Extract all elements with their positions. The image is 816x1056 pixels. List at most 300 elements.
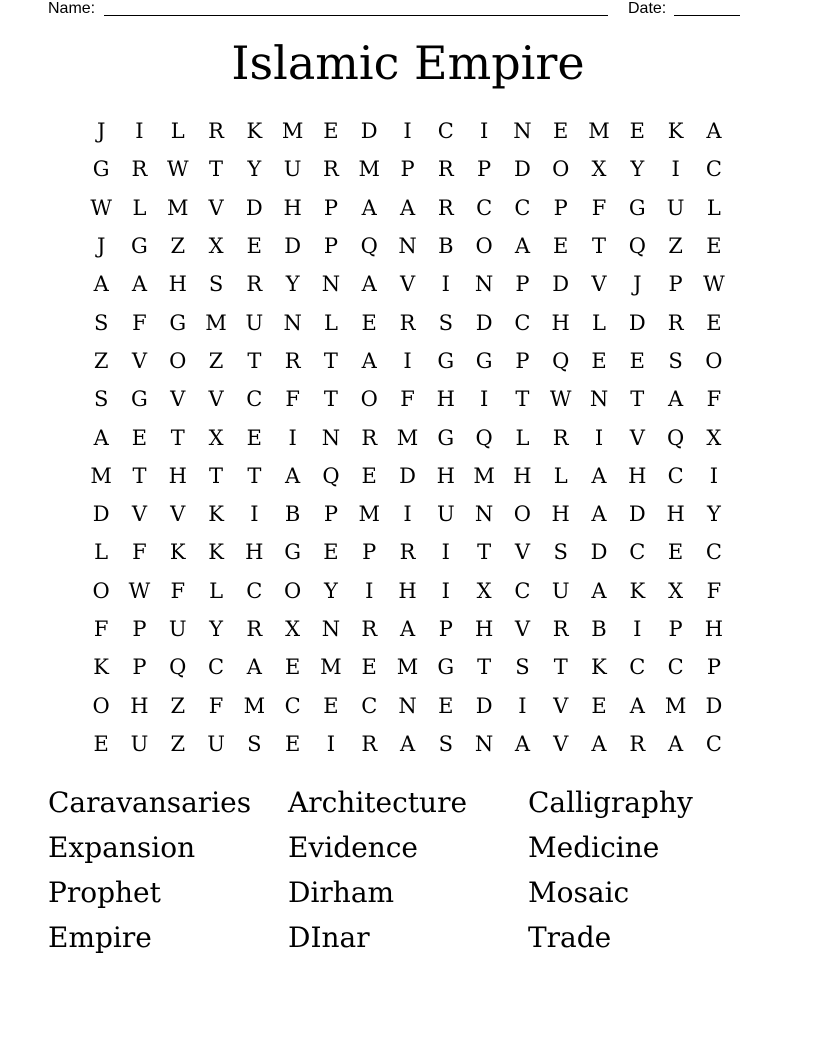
grid-letter[interactable]: A: [399, 617, 416, 641]
grid-letter[interactable]: N: [398, 234, 417, 259]
grid-letter[interactable]: C: [667, 463, 684, 488]
grid-letter[interactable]: H: [436, 463, 455, 488]
grid-letter[interactable]: J: [96, 234, 106, 259]
grid-letter[interactable]: R: [399, 310, 416, 335]
page-title: Islamic Empire: [231, 36, 585, 90]
grid-letter[interactable]: Y: [209, 617, 223, 641]
grid-letter[interactable]: M: [358, 502, 380, 527]
letter-grid: [82, 112, 734, 763]
grid-letter[interactable]: P: [132, 617, 147, 641]
grid-letter[interactable]: T: [323, 348, 338, 373]
grid-letter[interactable]: P: [515, 348, 530, 373]
grid-letter[interactable]: A: [706, 119, 722, 144]
grid-letter[interactable]: V: [553, 693, 569, 718]
grid-letter[interactable]: I: [365, 578, 374, 603]
grid-letter[interactable]: I: [594, 425, 604, 450]
grid-letter[interactable]: U: [436, 502, 455, 527]
grid-letter[interactable]: D: [92, 502, 110, 527]
grid-letter[interactable]: G: [284, 540, 302, 565]
grid-letter[interactable]: L: [170, 119, 185, 144]
grid-letter[interactable]: M: [320, 655, 342, 680]
grid-letter[interactable]: V: [629, 425, 645, 450]
grid-letter[interactable]: F: [170, 578, 186, 603]
grid-letter[interactable]: G: [437, 655, 455, 680]
grid-letter[interactable]: U: [245, 310, 264, 335]
grid-letter[interactable]: K: [208, 540, 224, 565]
grid-letter[interactable]: D: [552, 272, 570, 297]
grid-letter[interactable]: K: [629, 578, 646, 603]
grid-letter[interactable]: E: [93, 731, 109, 756]
grid-letter[interactable]: D: [399, 463, 416, 488]
grid-letter[interactable]: K: [591, 655, 607, 680]
grid-letter[interactable]: E: [323, 119, 339, 144]
grid-letter[interactable]: D: [628, 310, 646, 335]
grid-letter[interactable]: G: [131, 387, 148, 412]
grid-letter[interactable]: S: [553, 540, 568, 565]
grid-letter[interactable]: K: [667, 119, 684, 144]
grid-letter[interactable]: U: [283, 157, 302, 182]
grid-letter[interactable]: I: [441, 272, 450, 297]
grid-letter[interactable]: A: [93, 425, 109, 450]
grid-letter[interactable]: I: [326, 731, 336, 756]
grid-letter[interactable]: T: [209, 157, 224, 182]
grid-letter[interactable]: P: [668, 272, 683, 297]
grid-letter[interactable]: A: [361, 348, 377, 373]
grid-letter[interactable]: W: [166, 157, 189, 182]
grid-letter[interactable]: I: [479, 119, 489, 144]
grid-letter[interactable]: N: [474, 502, 494, 527]
grid-letter[interactable]: T: [132, 463, 147, 488]
grid-letter[interactable]: L: [323, 310, 338, 335]
grid-letter[interactable]: A: [514, 234, 530, 259]
grid-letter[interactable]: V: [208, 387, 224, 412]
grid-letter[interactable]: S: [247, 731, 262, 756]
grid-letter[interactable]: T: [323, 387, 338, 412]
grid-letter[interactable]: E: [553, 119, 569, 144]
grid-letter[interactable]: M: [281, 119, 304, 144]
grid-letter[interactable]: A: [668, 387, 684, 412]
grid-letter[interactable]: G: [628, 195, 646, 220]
grid-letter[interactable]: Q: [475, 425, 493, 450]
grid-letter[interactable]: T: [247, 463, 262, 488]
date-line[interactable]: [674, 15, 740, 16]
grid-letter[interactable]: I: [250, 502, 259, 527]
grid-letter[interactable]: S: [438, 310, 454, 335]
grid-letter[interactable]: E: [706, 234, 722, 259]
grid-letter[interactable]: H: [245, 540, 264, 565]
grid-letter[interactable]: R: [629, 731, 646, 756]
word-list-item: Empire: [48, 921, 152, 954]
grid-letter[interactable]: H: [704, 617, 724, 641]
grid-letter[interactable]: C: [476, 195, 493, 220]
grid-letter[interactable]: X: [208, 425, 224, 450]
grid-letter[interactable]: R: [399, 540, 416, 565]
grid-letter[interactable]: R: [667, 310, 684, 335]
grid-letter[interactable]: F: [208, 693, 224, 718]
grid-letter[interactable]: X: [706, 425, 722, 450]
grid-letter[interactable]: D: [284, 234, 302, 259]
grid-letter[interactable]: Q: [322, 463, 340, 488]
grid-letter[interactable]: P: [706, 655, 721, 680]
grid-letter[interactable]: F: [591, 195, 607, 220]
grid-letter[interactable]: P: [323, 502, 338, 527]
grid-letter[interactable]: S: [668, 348, 683, 373]
grid-letter[interactable]: E: [629, 348, 645, 373]
grid-letter[interactable]: R: [246, 617, 263, 641]
grid-letter[interactable]: L: [132, 195, 147, 220]
grid-letter[interactable]: Q: [552, 348, 570, 373]
grid-letter[interactable]: E: [284, 655, 301, 680]
grid-letter[interactable]: H: [513, 463, 532, 488]
grid-letter[interactable]: H: [130, 693, 149, 718]
grid-letter[interactable]: A: [399, 731, 416, 756]
grid-letter[interactable]: E: [284, 731, 301, 756]
grid-letter[interactable]: Z: [668, 234, 683, 259]
grid-letter[interactable]: I: [403, 119, 412, 144]
grid-letter[interactable]: V: [170, 387, 186, 412]
grid-letter[interactable]: C: [514, 310, 531, 335]
grid-letter[interactable]: L: [553, 463, 568, 488]
grid-letter[interactable]: W: [703, 272, 725, 297]
grid-letter[interactable]: S: [438, 731, 454, 756]
grid-letter[interactable]: V: [170, 502, 186, 527]
grid-letter[interactable]: U: [130, 731, 149, 756]
grid-letter[interactable]: X: [208, 234, 224, 259]
grid-letter[interactable]: A: [361, 272, 377, 297]
grid-letter[interactable]: P: [323, 234, 338, 259]
grid-letter[interactable]: K: [246, 119, 263, 144]
grid-letter[interactable]: X: [285, 617, 301, 641]
grid-letter[interactable]: N: [321, 617, 341, 641]
grid-letter[interactable]: C: [667, 655, 684, 680]
grid-letter[interactable]: A: [399, 195, 416, 220]
grid-letter[interactable]: K: [208, 502, 224, 527]
grid-letter[interactable]: Q: [628, 234, 646, 259]
grid-letter[interactable]: R: [552, 425, 569, 450]
grid-letter[interactable]: M: [396, 425, 419, 450]
word-list-item: Expansion: [48, 831, 196, 864]
grid-letter[interactable]: Y: [323, 578, 338, 603]
grid-letter[interactable]: V: [131, 348, 148, 373]
grid-letter[interactable]: D: [475, 693, 493, 718]
grid-letter[interactable]: U: [168, 617, 187, 641]
grid-letter[interactable]: D: [360, 119, 378, 144]
grid-letter[interactable]: L: [592, 310, 606, 335]
word-list-item: Dirham: [288, 876, 395, 909]
grid-letter[interactable]: D: [590, 540, 608, 565]
grid-letter[interactable]: S: [515, 655, 530, 680]
grid-letter[interactable]: E: [591, 348, 607, 373]
grid-letter[interactable]: D: [705, 693, 723, 718]
grid-letter[interactable]: I: [403, 348, 412, 373]
grid-letter[interactable]: F: [285, 387, 300, 412]
grid-letter[interactable]: D: [245, 195, 263, 220]
grid-letter[interactable]: O: [513, 502, 532, 527]
grid-letter[interactable]: O: [92, 693, 110, 718]
grid-letter[interactable]: P: [132, 655, 147, 680]
grid-letter[interactable]: L: [209, 578, 224, 603]
grid-letter[interactable]: O: [169, 348, 187, 373]
grid-letter[interactable]: A: [361, 195, 377, 220]
grid-letter[interactable]: O: [705, 348, 723, 373]
name-label: Name:: [48, 0, 96, 17]
grid-letter[interactable]: H: [168, 463, 187, 488]
grid-letter[interactable]: M: [396, 655, 419, 680]
grid-letter[interactable]: P: [362, 540, 377, 565]
grid-letter[interactable]: A: [629, 693, 645, 718]
grid-letter[interactable]: M: [473, 463, 495, 488]
grid-letter[interactable]: R: [361, 425, 378, 450]
grid-letter[interactable]: H: [436, 387, 455, 412]
grid-letter[interactable]: F: [132, 310, 147, 335]
grid-letter[interactable]: T: [477, 540, 492, 565]
grid-letter[interactable]: T: [247, 348, 262, 373]
grid-letter[interactable]: J: [633, 272, 642, 297]
grid-letter[interactable]: E: [361, 655, 377, 680]
grid-letter[interactable]: V: [131, 502, 148, 527]
grid-letter[interactable]: D: [475, 310, 493, 335]
grid-letter[interactable]: M: [166, 195, 189, 220]
grid-letter[interactable]: I: [441, 578, 450, 603]
grid-letter[interactable]: C: [284, 693, 301, 718]
grid-letter[interactable]: C: [208, 655, 225, 680]
grid-letter[interactable]: E: [591, 693, 607, 718]
grid-letter[interactable]: U: [551, 578, 570, 603]
grid-letter[interactable]: Q: [666, 425, 685, 450]
grid-letter[interactable]: E: [629, 119, 645, 144]
grid-letter[interactable]: C: [246, 387, 263, 412]
grid-letter[interactable]: N: [321, 272, 341, 297]
grid-letter[interactable]: C: [437, 119, 454, 144]
grid-letter[interactable]: P: [323, 195, 338, 220]
grid-letter[interactable]: E: [667, 540, 684, 565]
grid-letter[interactable]: H: [628, 463, 647, 488]
grid-letter[interactable]: S: [208, 272, 224, 297]
grid-letter[interactable]: T: [515, 387, 530, 412]
grid-letter[interactable]: F: [400, 387, 415, 412]
grid-letter[interactable]: V: [591, 272, 607, 297]
grid-letter[interactable]: A: [514, 731, 530, 756]
grid-letter[interactable]: Y: [285, 272, 300, 297]
grid-letter[interactable]: B: [438, 234, 454, 259]
grid-letter[interactable]: Q: [169, 655, 187, 680]
grid-letter[interactable]: H: [551, 502, 570, 527]
grid-letter[interactable]: I: [671, 157, 680, 182]
grid-letter[interactable]: F: [132, 540, 147, 565]
grid-letter[interactable]: G: [131, 234, 148, 259]
grid-letter[interactable]: I: [633, 617, 642, 641]
grid-letter[interactable]: A: [668, 731, 684, 756]
grid-letter[interactable]: T: [592, 234, 607, 259]
grid-letter[interactable]: I: [441, 540, 450, 565]
grid-letter[interactable]: H: [168, 272, 187, 297]
grid-letter[interactable]: G: [437, 348, 455, 373]
grid-letter[interactable]: E: [438, 693, 454, 718]
grid-letter[interactable]: A: [591, 463, 607, 488]
grid-letter[interactable]: T: [553, 655, 568, 680]
grid-letter[interactable]: X: [476, 578, 492, 603]
grid-letter[interactable]: Y: [630, 157, 645, 182]
grid-letter[interactable]: E: [361, 310, 377, 335]
grid-letter[interactable]: R: [361, 731, 378, 756]
grid-letter[interactable]: F: [706, 387, 722, 412]
grid-letter[interactable]: W: [549, 387, 572, 412]
grid-letter[interactable]: A: [591, 578, 607, 603]
grid-letter[interactable]: E: [706, 310, 722, 335]
grid-letter[interactable]: Z: [170, 693, 186, 718]
grid-letter[interactable]: C: [705, 540, 722, 565]
grid-letter[interactable]: H: [666, 502, 685, 527]
grid-letter[interactable]: R: [323, 157, 339, 182]
grid-letter[interactable]: R: [437, 157, 454, 182]
grid-letter[interactable]: U: [666, 195, 685, 220]
grid-letter[interactable]: P: [515, 272, 530, 297]
grid-letter[interactable]: S: [93, 387, 109, 412]
grid-letter[interactable]: E: [246, 234, 262, 259]
grid-letter[interactable]: I: [709, 463, 719, 488]
grid-letter[interactable]: E: [361, 463, 377, 488]
grid-letter[interactable]: T: [477, 655, 492, 680]
grid-letter[interactable]: R: [246, 272, 263, 297]
grid-letter[interactable]: R: [284, 348, 301, 373]
grid-letter[interactable]: I: [288, 425, 297, 450]
grid-letter[interactable]: V: [399, 272, 416, 297]
grid-letter[interactable]: P: [553, 195, 568, 220]
grid-letter[interactable]: P: [668, 617, 683, 641]
grid-letter[interactable]: F: [93, 617, 109, 641]
grid-letter[interactable]: E: [553, 234, 569, 259]
grid-letter[interactable]: J: [96, 119, 106, 144]
grid-letter[interactable]: C: [361, 693, 378, 718]
grid-letter[interactable]: O: [475, 234, 493, 259]
grid-letter[interactable]: G: [475, 348, 493, 373]
grid-letter[interactable]: A: [246, 655, 262, 680]
grid-letter[interactable]: W: [128, 578, 151, 603]
grid-letter[interactable]: R: [208, 119, 224, 144]
grid-letter[interactable]: A: [591, 731, 607, 756]
grid-letter[interactable]: G: [437, 425, 455, 450]
grid-letter[interactable]: U: [207, 731, 225, 756]
grid-letter[interactable]: M: [588, 119, 610, 144]
grid-letter[interactable]: H: [398, 578, 417, 603]
grid-letter[interactable]: A: [131, 272, 148, 297]
grid-letter[interactable]: C: [705, 731, 722, 756]
grid-letter[interactable]: N: [513, 119, 532, 144]
grid-letter[interactable]: O: [360, 387, 378, 412]
grid-letter[interactable]: L: [515, 425, 530, 450]
grid-letter[interactable]: C: [705, 157, 722, 182]
grid-letter[interactable]: N: [321, 425, 341, 450]
word-list-item: Caravansaries: [48, 786, 252, 819]
grid-letter[interactable]: C: [514, 195, 531, 220]
grid-letter[interactable]: H: [474, 617, 494, 641]
grid-letter[interactable]: M: [243, 693, 266, 718]
grid-letter[interactable]: X: [668, 578, 684, 603]
grid-letter[interactable]: G: [169, 310, 187, 335]
grid-letter[interactable]: Q: [360, 234, 378, 259]
grid-letter[interactable]: T: [209, 463, 224, 488]
grid-letter[interactable]: A: [591, 502, 607, 527]
grid-letter[interactable]: N: [283, 310, 302, 335]
grid-letter[interactable]: E: [323, 693, 339, 718]
grid-letter[interactable]: K: [93, 655, 109, 680]
grid-letter[interactable]: I: [403, 502, 412, 527]
grid-letter[interactable]: I: [518, 693, 527, 718]
grid-letter[interactable]: V: [208, 195, 224, 220]
grid-letter[interactable]: O: [92, 578, 110, 603]
grid-letter[interactable]: M: [358, 157, 380, 182]
grid-letter[interactable]: E: [323, 540, 339, 565]
grid-letter[interactable]: R: [437, 195, 454, 220]
grid-letter[interactable]: L: [706, 195, 721, 220]
grid-letter[interactable]: V: [514, 540, 530, 565]
grid-letter[interactable]: B: [591, 617, 607, 641]
grid-letter[interactable]: R: [131, 157, 148, 182]
grid-letter[interactable]: Z: [170, 731, 186, 756]
grid-letter[interactable]: A: [93, 272, 109, 297]
grid-letter[interactable]: P: [477, 157, 492, 182]
grid-letter[interactable]: G: [92, 157, 110, 182]
grid-letter[interactable]: R: [361, 617, 378, 641]
grid-letter[interactable]: T: [630, 387, 645, 412]
grid-letter[interactable]: Z: [170, 234, 186, 259]
date-label: Date:: [628, 0, 667, 17]
grid-letter[interactable]: F: [706, 578, 722, 603]
grid-letter[interactable]: H: [283, 195, 302, 220]
grid-letter[interactable]: R: [552, 617, 569, 641]
grid-letter[interactable]: N: [474, 272, 494, 297]
grid-letter[interactable]: I: [479, 387, 489, 412]
grid-letter[interactable]: B: [284, 502, 301, 527]
grid-letter[interactable]: S: [93, 310, 109, 335]
grid-letter[interactable]: T: [170, 425, 185, 450]
grid-letter[interactable]: V: [514, 617, 530, 641]
grid-letter[interactable]: V: [553, 731, 569, 756]
grid-letter[interactable]: X: [591, 157, 607, 182]
grid-letter[interactable]: Y: [706, 502, 721, 527]
grid-letter[interactable]: P: [438, 617, 453, 641]
grid-letter[interactable]: I: [135, 119, 144, 144]
name-line[interactable]: [104, 15, 608, 16]
grid-letter[interactable]: Z: [93, 348, 109, 373]
grid-letter[interactable]: M: [205, 310, 227, 335]
grid-letter[interactable]: P: [400, 157, 415, 182]
word-list-item: DInar: [288, 921, 370, 954]
grid-letter[interactable]: M: [664, 693, 687, 718]
grid-letter[interactable]: C: [629, 655, 646, 680]
grid-letter[interactable]: N: [589, 387, 609, 412]
grid-letter[interactable]: N: [474, 731, 494, 756]
grid-letter[interactable]: D: [513, 157, 531, 182]
grid-letter[interactable]: N: [398, 693, 417, 718]
grid-letter[interactable]: M: [90, 463, 112, 488]
grid-letter[interactable]: Y: [247, 157, 262, 182]
grid-letter[interactable]: E: [246, 425, 262, 450]
grid-letter[interactable]: A: [285, 463, 301, 488]
grid-letter[interactable]: W: [90, 195, 112, 220]
grid-letter[interactable]: C: [514, 578, 531, 603]
grid-letter[interactable]: C: [246, 578, 263, 603]
grid-letter[interactable]: K: [169, 540, 186, 565]
grid-letter[interactable]: H: [551, 310, 570, 335]
grid-letter[interactable]: D: [628, 502, 646, 527]
grid-letter[interactable]: E: [131, 425, 148, 450]
grid-letter[interactable]: O: [284, 578, 302, 603]
grid-letter[interactable]: O: [552, 157, 570, 182]
grid-letter[interactable]: Z: [208, 348, 224, 373]
grid-letter[interactable]: C: [629, 540, 646, 565]
grid-letter[interactable]: L: [94, 540, 109, 565]
